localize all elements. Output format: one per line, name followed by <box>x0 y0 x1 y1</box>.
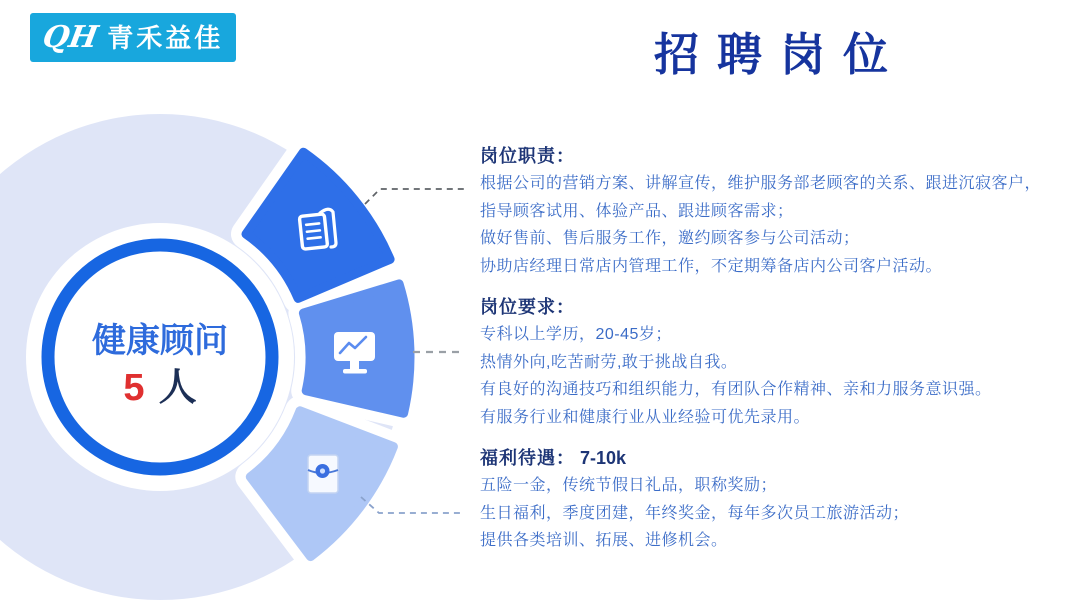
logo-monogram-icon: QH <box>39 19 101 55</box>
body-line: 有良好的沟通技巧和组织能力，有团队合作精神、亲和力服务意识强。 <box>480 381 992 398</box>
section-heading <box>480 293 1076 321</box>
section-benefits <box>480 444 1076 555</box>
body-line: 五险一金，传统节假日礼品，职称奖励； <box>480 477 778 494</box>
body-line: 专科以上学历，20-45岁； <box>480 326 672 343</box>
body-line: 协助店经理日常店内管理工作，不定期筹备店内公司客户活动。 <box>480 257 943 275</box>
position-name-label: 健康顾问 <box>92 322 228 360</box>
page-title: 招聘岗位 <box>653 29 906 80</box>
body-line: 热情外向,吃苦耐劳,敢于挑战自我。 <box>480 353 738 371</box>
body-line: 有服务行业和健康行业从业经验可优先录用。 <box>480 408 811 426</box>
heading-text: 岗位要求： <box>480 297 575 317</box>
position-donut-diagram <box>0 0 470 607</box>
salary-text: 7-10k <box>580 448 627 468</box>
section-requirements <box>480 293 1076 431</box>
heading-text: 岗位职责： <box>480 146 575 166</box>
body-line: 做好售前、售后服务工作，邀约顾客参与公司活动； <box>480 230 860 247</box>
section-responsibilities <box>480 142 1076 280</box>
body-line: 根据公司的营销方案、讲解宣传，维护服务部老顾客的关系、跟进沉寂客户， <box>480 175 1042 192</box>
salary-envelope-icon <box>308 455 338 493</box>
headcount-unit: 人 <box>158 367 197 409</box>
body-line: 生日福利，季度团建，年终奖金，每年多次员工旅游活动； <box>480 504 910 522</box>
body-line: 指导顾客试用、体验产品、跟进顾客需求； <box>480 202 794 220</box>
body-line: 提供各类培训、拓展、进修机会。 <box>480 532 728 549</box>
section-heading <box>480 142 1076 170</box>
job-detail-sections <box>480 142 1076 568</box>
headcount-number: 5 <box>123 367 145 409</box>
connector-responsibilities <box>365 189 468 204</box>
section-heading <box>480 444 1076 472</box>
heading-text: 福利待遇： <box>480 448 575 468</box>
headcount-label <box>123 367 196 409</box>
logo-text: 青禾益佳 <box>107 22 224 53</box>
